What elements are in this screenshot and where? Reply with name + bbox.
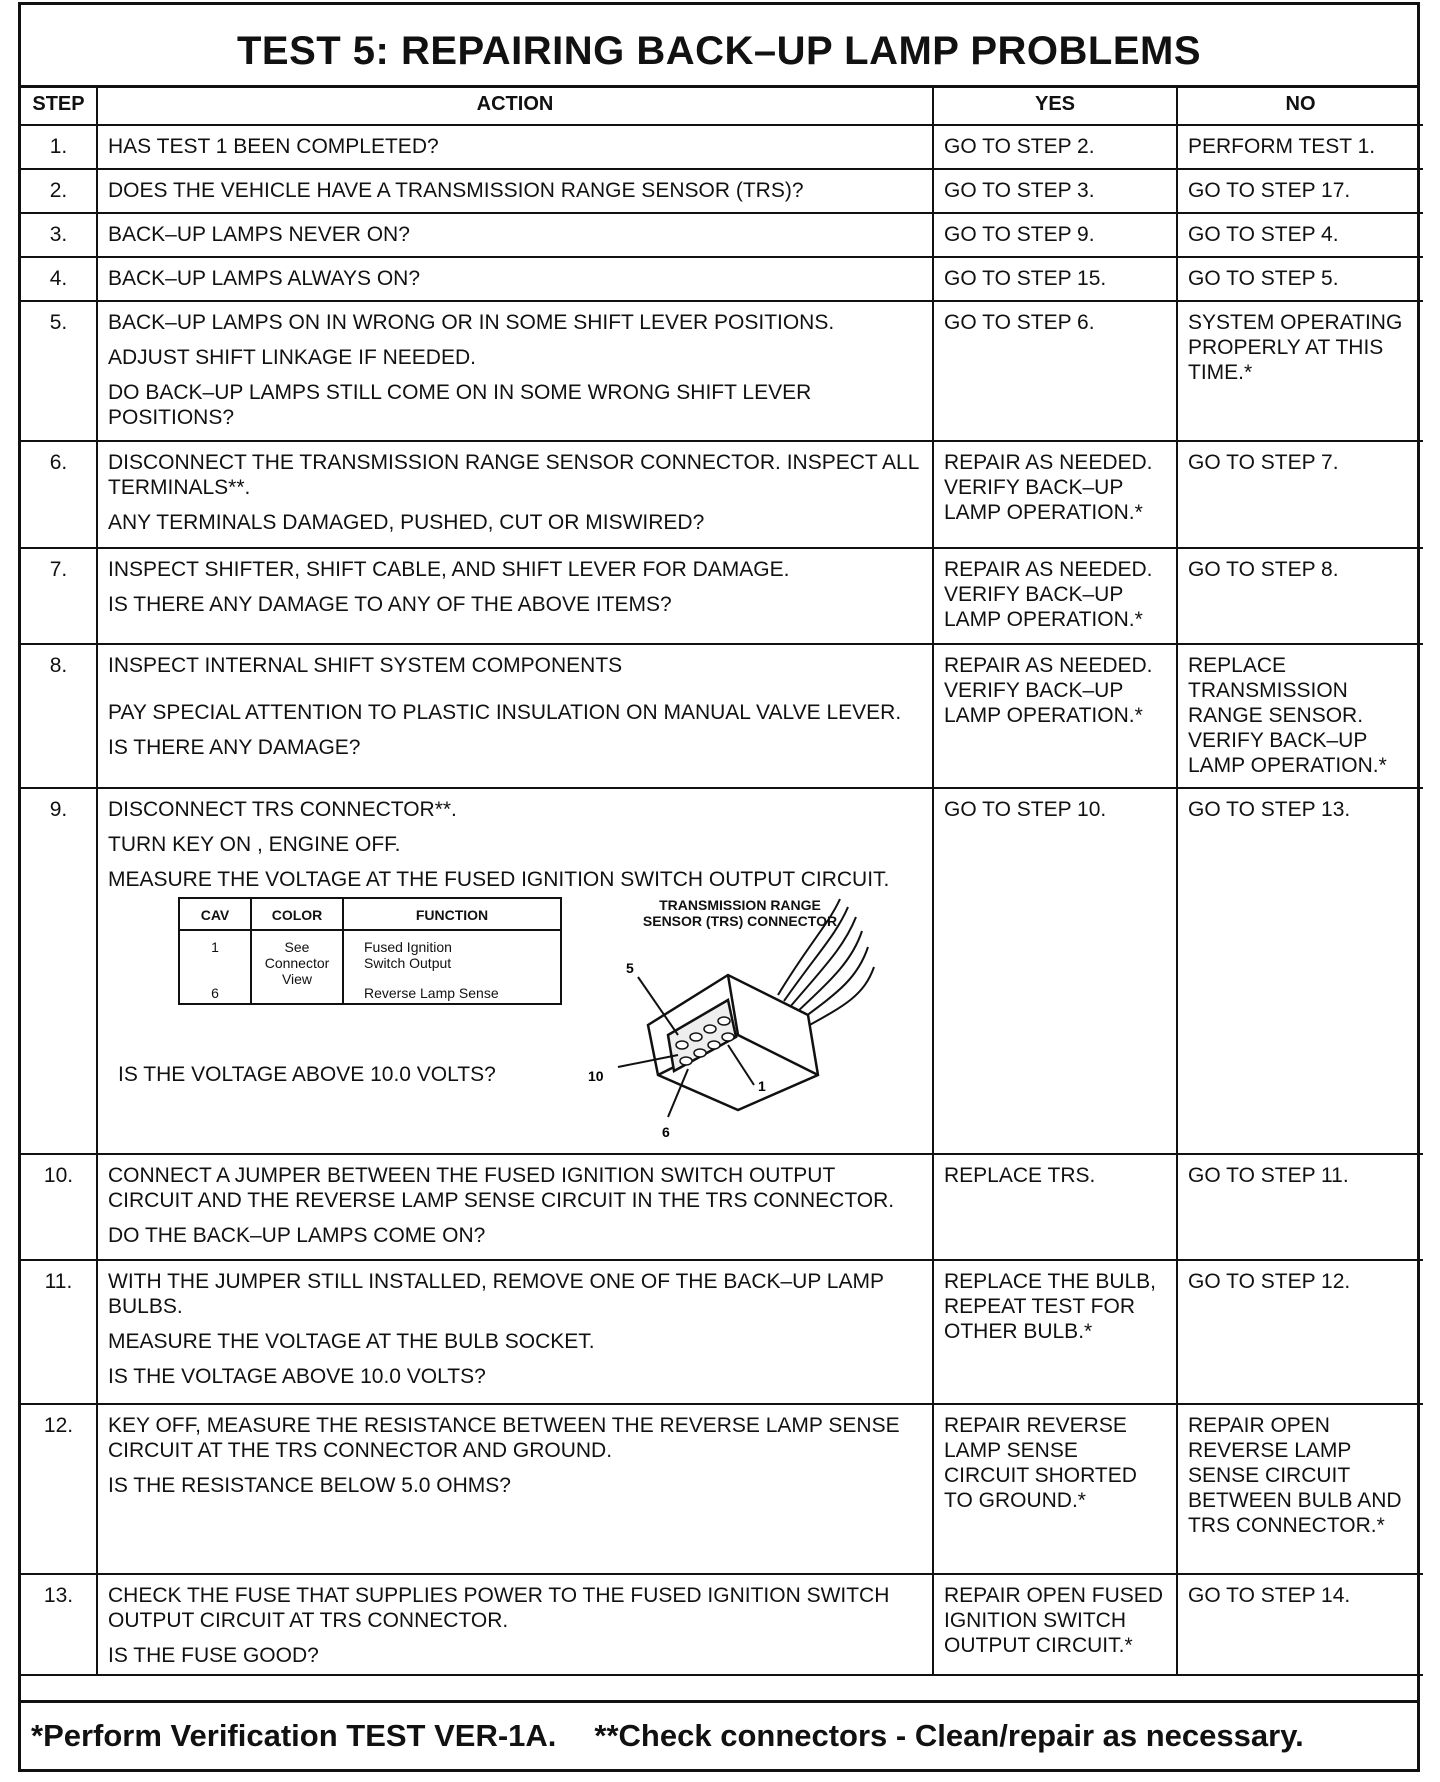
action-text: IS THERE ANY DAMAGE TO ANY OF THE ABOVE ITEMS?	[108, 593, 672, 616]
action-text: IS THE VOLTAGE ABOVE 10.0 VOLTS?	[118, 1063, 496, 1086]
table-row	[21, 548, 1423, 644]
step-number: 6.	[21, 441, 97, 548]
diagnostic-table	[21, 88, 1423, 1676]
table-row	[21, 1574, 1423, 1675]
action-cell	[97, 1154, 933, 1260]
action-cell	[97, 441, 933, 548]
no-cell: GO TO STEP 11.	[1177, 1154, 1423, 1260]
action-text: DOES THE VEHICLE HAVE A TRANSMISSION RANGE SENSOR (TRS)?	[108, 179, 804, 202]
action-text: BACK–UP LAMPS ON IN WRONG OR IN SOME SHIFT LEVER POSITIONS.	[108, 311, 835, 334]
yes-cell: GO TO STEP 2.	[933, 125, 1177, 169]
table-row	[21, 257, 1423, 301]
yes-cell: REPAIR AS NEEDED. VERIFY BACK–UP LAMP OPERATION.*	[933, 441, 1177, 548]
footer-note-connectors: **Check connectors - Clean/repair as necessary.	[594, 1718, 1304, 1753]
no-cell: SYSTEM OPERATING PROPERLY AT THIS TIME.*	[1177, 301, 1423, 441]
action-cell	[97, 301, 933, 441]
no-cell: GO TO STEP 13.	[1177, 788, 1423, 1154]
cav-header: CAV	[180, 899, 252, 929]
action-cell	[97, 169, 933, 213]
action-cell	[97, 257, 933, 301]
action-cell	[97, 1260, 933, 1404]
action-cell	[97, 1574, 933, 1675]
yes-cell: REPAIR AS NEEDED. VERIFY BACK–UP LAMP OPERATION.*	[933, 548, 1177, 644]
action-text: DO BACK–UP LAMPS STILL COME ON IN SOME WRONG SHIFT LEVER POSITIONS?	[108, 381, 812, 429]
step-9-content	[108, 797, 922, 1140]
yes-cell: REPAIR OPEN FUSED IGNITION SWITCH OUTPUT CIRCUIT.*	[933, 1574, 1177, 1675]
no-cell: GO TO STEP 4.	[1177, 213, 1423, 257]
yes-cell: REPLACE TRS.	[933, 1154, 1177, 1260]
step-number: 10.	[21, 1154, 97, 1260]
color-header: COLOR	[252, 899, 344, 929]
table-row	[21, 1260, 1423, 1404]
table-row	[21, 169, 1423, 213]
table-row	[21, 1154, 1423, 1260]
action-text: HAS TEST 1 BEEN COMPLETED?	[108, 135, 439, 158]
step-number: 4.	[21, 257, 97, 301]
yes-cell: GO TO STEP 9.	[933, 213, 1177, 257]
yes-cell: REPLACE THE BULB, REPEAT TEST FOR OTHER BULB.*	[933, 1260, 1177, 1404]
table-row	[21, 441, 1423, 548]
action-text: DO THE BACK–UP LAMPS COME ON?	[108, 1224, 486, 1247]
header-step: STEP	[21, 88, 97, 125]
cavity-table	[178, 897, 562, 1005]
step-number: 1.	[21, 125, 97, 169]
table-row	[21, 644, 1423, 788]
no-cell: GO TO STEP 8.	[1177, 548, 1423, 644]
action-cell	[97, 788, 933, 1154]
step-number: 13.	[21, 1574, 97, 1675]
page-title: TEST 5: REPAIRING BACK–UP LAMP PROBLEMS	[21, 5, 1417, 88]
action-text: IS THE VOLTAGE ABOVE 10.0 VOLTS?	[108, 1365, 486, 1388]
pin-label: 1	[758, 1078, 766, 1094]
no-cell: REPAIR OPEN REVERSE LAMP SENSE CIRCUIT BETWEEN BULB AND TRS CONNECTOR.*	[1177, 1404, 1423, 1574]
header-yes: YES	[933, 88, 1177, 125]
connector-body	[648, 975, 818, 1110]
function-column	[344, 931, 560, 1003]
action-text: CONNECT A JUMPER BETWEEN THE FUSED IGNITION SWITCH OUTPUT CIRCUIT AND THE REVERSE LAMP SENSE CIRCUIT IN THE TRS CONNECTOR.	[108, 1164, 895, 1212]
action-text: MEASURE THE VOLTAGE AT THE FUSED IGNITION SWITCH OUTPUT CIRCUIT.	[108, 868, 890, 891]
action-cell	[97, 548, 933, 644]
connector-diagram	[578, 885, 878, 1140]
table-row	[21, 788, 1423, 1154]
table-row	[21, 125, 1423, 169]
no-cell: GO TO STEP 5.	[1177, 257, 1423, 301]
yes-cell: REPAIR REVERSE LAMP SENSE CIRCUIT SHORTED TO GROUND.*	[933, 1404, 1177, 1574]
action-text: BACK–UP LAMPS NEVER ON?	[108, 223, 410, 246]
no-cell: GO TO STEP 14.	[1177, 1574, 1423, 1675]
action-text: IS THERE ANY DAMAGE?	[108, 736, 361, 759]
test-sheet	[18, 2, 1420, 1772]
action-text: CHECK THE FUSE THAT SUPPLIES POWER TO THE FUSED IGNITION SWITCH OUTPUT CIRCUIT AT TRS CONNECTOR.	[108, 1584, 890, 1632]
pin-label: 6	[662, 1124, 670, 1140]
action-text: MEASURE THE VOLTAGE AT THE BULB SOCKET.	[108, 1330, 595, 1353]
action-text: ANY TERMINALS DAMAGED, PUSHED, CUT OR MISWIRED?	[108, 511, 705, 534]
step-number: 12.	[21, 1404, 97, 1574]
action-cell	[97, 644, 933, 788]
table-row	[21, 213, 1423, 257]
no-cell: GO TO STEP 7.	[1177, 441, 1423, 548]
footer-note-verification: *Perform Verification TEST VER-1A.	[31, 1718, 557, 1753]
cavity-table-body	[180, 931, 560, 1003]
step-number: 2.	[21, 169, 97, 213]
table-row	[21, 1404, 1423, 1574]
action-cell	[97, 213, 933, 257]
cav-value: 1	[211, 939, 219, 955]
yes-cell: REPAIR AS NEEDED. VERIFY BACK–UP LAMP OPERATION.*	[933, 644, 1177, 788]
function-header: FUNCTION	[415, 907, 489, 923]
step-number: 3.	[21, 213, 97, 257]
no-cell: REPLACE TRANSMISSION RANGE SENSOR. VERIFY BACK–UP LAMP OPERATION.*	[1177, 644, 1423, 788]
header-action: ACTION	[97, 88, 933, 125]
cav-column	[180, 931, 252, 1003]
pin-label: 5	[626, 960, 634, 976]
footer-notes	[21, 1700, 1417, 1769]
no-cell: PERFORM TEST 1.	[1177, 125, 1423, 169]
action-text: WITH THE JUMPER STILL INSTALLED, REMOVE ONE OF THE BACK–UP LAMP BULBS.	[108, 1270, 884, 1318]
function-value: Reverse Lamp Sense	[364, 985, 499, 1001]
cav-value: 6	[211, 985, 219, 1001]
yes-cell: GO TO STEP 10.	[933, 788, 1177, 1154]
action-text: TURN KEY ON , ENGINE OFF.	[108, 833, 401, 856]
connector-label: TRANSMISSION RANGE SENSOR (TRS) CONNECTOR	[642, 897, 838, 929]
yes-cell: GO TO STEP 15.	[933, 257, 1177, 301]
step-number: 8.	[21, 644, 97, 788]
action-cell	[97, 1404, 933, 1574]
color-column: See Connector View	[252, 931, 344, 1003]
step-number: 7.	[21, 548, 97, 644]
action-text: IS THE FUSE GOOD?	[108, 1644, 319, 1667]
table-row	[21, 301, 1423, 441]
header-no: NO	[1177, 88, 1423, 125]
no-cell: GO TO STEP 17.	[1177, 169, 1423, 213]
action-text: DISCONNECT THE TRANSMISSION RANGE SENSOR CONNECTOR. INSPECT ALL TERMINALS**.	[108, 451, 919, 499]
pin-label: 10	[588, 1068, 604, 1084]
step-number: 11.	[21, 1260, 97, 1404]
step-number: 5.	[21, 301, 97, 441]
action-text: DISCONNECT TRS CONNECTOR**.	[108, 798, 457, 821]
action-text: KEY OFF, MEASURE THE RESISTANCE BETWEEN THE REVERSE LAMP SENSE CIRCUIT AT THE TRS CONNECTOR AND GROUND.	[108, 1414, 900, 1462]
action-cell	[97, 125, 933, 169]
action-text: ADJUST SHIFT LINKAGE IF NEEDED.	[108, 346, 476, 369]
yes-cell: GO TO STEP 3.	[933, 169, 1177, 213]
no-cell: GO TO STEP 12.	[1177, 1260, 1423, 1404]
function-value: Fused Ignition Switch Output	[364, 939, 452, 971]
action-text: PAY SPECIAL ATTENTION TO PLASTIC INSULATION ON MANUAL VALVE LEVER.	[108, 701, 902, 724]
step-number: 9.	[21, 788, 97, 1154]
action-text: BACK–UP LAMPS ALWAYS ON?	[108, 267, 421, 290]
action-text: IS THE RESISTANCE BELOW 5.0 OHMS?	[108, 1474, 511, 1497]
cavity-table-header	[180, 899, 560, 931]
header-row	[21, 88, 1423, 125]
action-text: INSPECT SHIFTER, SHIFT CABLE, AND SHIFT LEVER FOR DAMAGE.	[108, 558, 790, 581]
action-text: INSPECT INTERNAL SHIFT SYSTEM COMPONENTS	[108, 654, 623, 677]
yes-cell: GO TO STEP 6.	[933, 301, 1177, 441]
